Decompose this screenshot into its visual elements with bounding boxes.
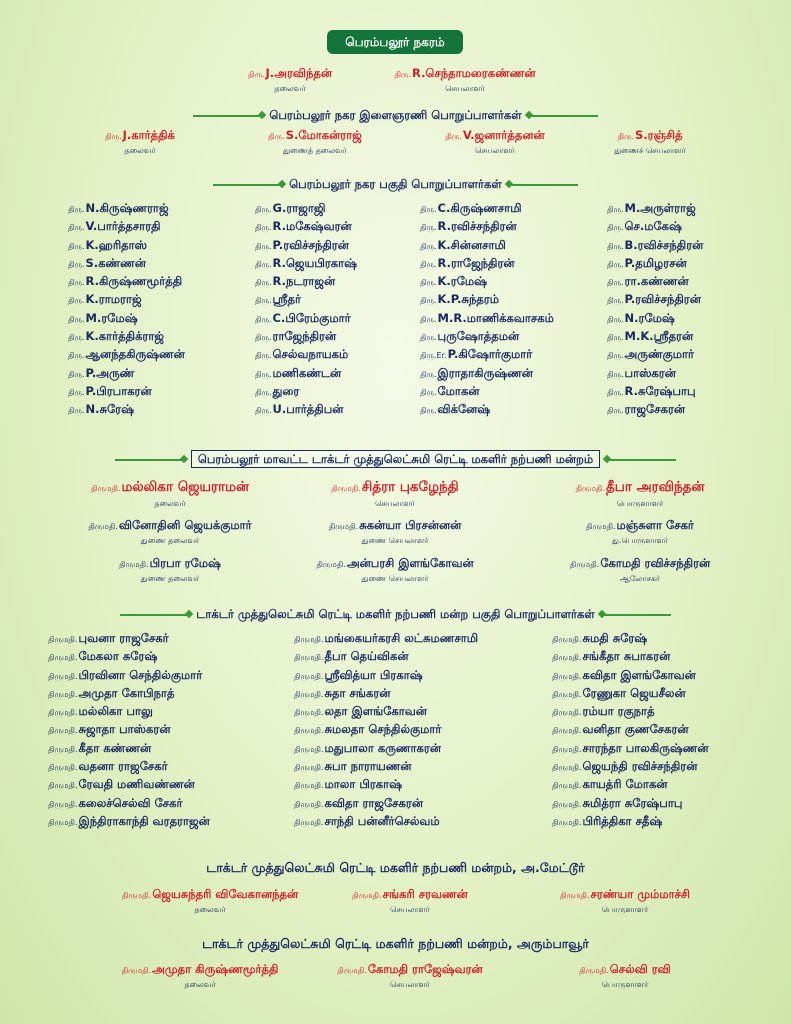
district-treasurer: [530, 479, 750, 509]
list-item: திருமதி.அமுதா கோபிநாத்: [48, 685, 175, 700]
list-item: திரு.R.கிருஷ்ணமூர்த்தி: [68, 274, 183, 289]
youth-vice-president: [240, 128, 390, 156]
district-president: [40, 479, 300, 509]
amettur-treasurer: [520, 887, 730, 915]
section-title: பெரம்பலூர் நகர பகுதி பொறுப்பாளர்கள்: [289, 177, 502, 191]
district-vice-president-2: [40, 556, 300, 584]
person-name: மல்லிகா ஜெயராமன்: [121, 479, 250, 495]
amettur-section-header: டாக்டர் முத்துலெட்சுமி ரெட்டி மகளிர் நற்பணி மன்றம், அ.மேட்டூர்: [206, 860, 585, 875]
list-item: திருமதி.வனிதா குணசேகரன்: [552, 722, 689, 737]
list-item: திருமதி.மங்கையர்கரசி லட்சுமணசாமி: [294, 631, 479, 645]
list-item: திருமதி.சுமலதா செந்தில்குமார்: [294, 722, 442, 737]
list-item: திருமதி.சாரந்தா பாலகிருஷ்ணன்: [552, 740, 709, 755]
name-prefix: திரு.: [248, 70, 265, 79]
person-name: பிரபா ரமேஷ்: [149, 556, 221, 570]
list-item: திரு.K.சின்னசாமி: [420, 237, 506, 252]
list-item: திருமதி.சாந்தி பன்னீர்செல்வம்: [294, 813, 440, 828]
list-item: திரு.துரை: [255, 383, 300, 398]
person-name: J.அரவிந்தன்: [265, 66, 332, 80]
person-role: தலைவர்: [154, 499, 186, 508]
city-badge: பெரம்பலூர் நகரம்: [327, 30, 463, 54]
list-item: திரு.R.ராஜேந்திரன்: [420, 255, 515, 270]
arumbavur-president: [90, 962, 310, 990]
list-item: திரு.புருஷோத்தமன்: [420, 329, 520, 344]
divider: [528, 115, 598, 117]
person-name: V.ஜனார்த்தனன்: [462, 128, 545, 142]
list-item: திரு.ராஜசேகரன்: [607, 402, 686, 417]
divider: [115, 459, 185, 461]
list-item: திரு.அருண்குமார்: [607, 347, 695, 362]
list-item: திருமதி.மேகலா சுரேஷ்: [48, 649, 158, 664]
name-prefix: திருமதி.: [337, 966, 367, 975]
person-name: R.செந்தாமரைகண்ணன்: [412, 66, 536, 80]
person-name: S.மோகன்ராஜ்: [285, 128, 362, 142]
list-item: திரு.ராஜேந்திரன்: [255, 329, 337, 344]
name-prefix: திருமதி.: [90, 484, 121, 493]
list-item: திருமதி.பிரவினா செந்தில்குமார்: [48, 667, 203, 682]
name-prefix: திருமதி.: [586, 522, 616, 531]
list-item: திருமதி.லதா இளங்கோவன்: [294, 704, 427, 719]
district-joint-treasurer: [530, 518, 750, 546]
list-item: திரு.ஸ்ரீதர்: [255, 292, 301, 307]
person-role: பொருளாளர்: [616, 499, 664, 508]
person-role: பொருளாளர்: [601, 980, 649, 989]
name-prefix: திருமதி.: [579, 966, 609, 975]
person-role: துணைச் செயலாளர்: [614, 146, 686, 155]
list-item: திரு.K.ஹரிதாஸ்: [68, 237, 148, 252]
person-role: பொருளாளர்: [601, 905, 649, 914]
list-item: திரு.V.பார்த்தசாரதி: [68, 219, 161, 234]
divider: [193, 115, 263, 117]
youth-joint-secretary: [575, 128, 725, 156]
person-name: வினோதினி ஜெயக்குமார்: [118, 518, 252, 532]
list-item: திரு.K.ரமேஷ்: [420, 274, 488, 289]
list-item: திரு.G.ராஜாஜி: [255, 201, 326, 215]
list-item: திரு.C.பிரேம்குமார்: [255, 310, 351, 325]
person-role: து.பொருளாளர்: [611, 536, 669, 545]
list-item: திருமதி.சங்கீதா சுபாகரன்: [552, 649, 671, 664]
list-item: திரு.P.ரவிச்சந்திரன்: [607, 292, 701, 307]
person-name: கோமதி ரவிச்சந்திரன்: [600, 556, 711, 570]
list-item: திரு.P.பிரபாகரன்: [68, 383, 152, 398]
list-item: திரு.R.ரவிச்சந்திரன்: [420, 219, 517, 234]
list-item: திரு.மோகன்: [420, 383, 480, 398]
list-item: திரு.R.மகேஷ்வரன்: [255, 219, 352, 234]
list-item: திரு.பாஸ்கரன்: [607, 365, 676, 380]
list-item: திரு.M.அருள்ராஜ்: [607, 201, 696, 215]
list-item: திரு.N.சுரேஷ்: [68, 402, 134, 417]
person-role: துணை செயலாளர்: [361, 574, 429, 583]
divider: [508, 184, 578, 186]
district-section-header: [0, 452, 791, 468]
person-role: செயலாளர்: [390, 905, 430, 914]
name-prefix: திருமதி.: [575, 484, 606, 493]
person-role: செயலாளர்: [375, 499, 415, 508]
name-prefix: திருமதி.: [121, 966, 152, 975]
list-item: திருமதி.பிரித்திகா சதீஷ்: [552, 813, 663, 828]
name-prefix: திருமதி.: [352, 891, 382, 900]
youth-section-header: [0, 108, 791, 124]
list-item: திரு.R.நடராஜன்: [255, 274, 336, 289]
list-item: திரு.M.R.மாணிக்கவாசகம்: [420, 310, 554, 325]
women-column-3: [552, 629, 709, 830]
list-item: திருமதி.ஸ்ரீவித்யா பிரகாஷ்: [294, 667, 423, 682]
list-item: திரு.S.கண்ணன்: [68, 255, 146, 270]
divider: [606, 459, 676, 461]
person-role: துணைத் தலைவர்: [283, 146, 347, 155]
list-item: திருமதி.கலைச்செல்வி சேகர்: [48, 795, 183, 810]
section-title: டாக்டர் முத்துலெட்சுமி ரெட்டி மகளிர் நற்பணி மன்ற பகுதி பொறுப்பாளர்கள்: [196, 607, 595, 621]
person-role: துணை தலைவர்: [140, 536, 200, 545]
name-prefix: திருமதி.: [119, 560, 149, 569]
name-prefix: திருமதி.: [316, 560, 346, 569]
area-column-4: [607, 199, 703, 419]
list-item: திருமதி.மல்லிகா பாலு: [48, 704, 153, 719]
district-advisor: [530, 556, 750, 584]
list-item: திருமதி.கீதா கண்ணன்: [48, 740, 152, 755]
list-item: திருமதி.புவனா ராஜசேகர்: [48, 631, 169, 645]
name-prefix: திருமதி.: [88, 522, 118, 531]
person-role: துணை தலைவர்: [140, 574, 200, 583]
list-item: திரு.P.ரவிச்சந்திரன்: [255, 237, 349, 252]
list-item: திரு.K.கார்த்திக்ராஜ்: [68, 329, 164, 344]
arumbavur-treasurer: [540, 962, 710, 990]
person-role: தலைவர்: [124, 146, 156, 155]
list-item: திரு.U.பார்த்திபன்: [255, 402, 344, 417]
person-role: செயலாளர்: [390, 980, 430, 989]
list-item: திருமதி.ஜெயந்தி ரவிச்சந்திரன்: [552, 759, 698, 774]
person-role: ஆலோசகர்: [619, 574, 661, 583]
list-item: திருமதி.மாலா பிரகாஷ்: [294, 777, 403, 792]
list-item: திருமதி.கவிதா இளங்கோவன்: [552, 667, 696, 682]
list-item: திருமதி.மதுபாலா கருணாகரன்: [294, 740, 441, 755]
list-item: திருமதி.ரேவதி மணிவண்ணன்: [48, 777, 195, 792]
list-item: திரு.செல்வநாயகம்: [255, 347, 349, 362]
divider: [120, 614, 190, 616]
section-title: பெரம்பலூர் நகர இளைஞரணி பொறுப்பாளர்கள்: [269, 108, 522, 122]
list-item: திரு.R.சுரேஷ்பாபு: [607, 383, 696, 398]
list-item: திரு.P.தமிழரசன்: [607, 255, 687, 270]
person-role: தலைவர்: [184, 980, 216, 989]
list-item: திரு.ரா.கண்ணன்: [607, 274, 689, 289]
youth-secretary: [420, 128, 570, 156]
district-joint-secretary-2: [285, 556, 505, 584]
name-prefix: திருமதி.: [560, 891, 590, 900]
name-prefix: திருமதி.: [331, 484, 361, 493]
area-column-2: [255, 199, 357, 419]
list-item: திரு.விக்னேஷ்: [420, 402, 491, 417]
name-prefix: திருமதி.: [569, 560, 600, 569]
list-item: திருமதி.இந்திராகாந்தி வரதராஜன்: [48, 813, 210, 828]
name-prefix: திரு.: [617, 132, 635, 141]
arumbavur-section-header: டாக்டர் முத்துலெட்சுமி ரெட்டி மகளிர் நற்பணி மன்றம், அரும்பாவூர்: [202, 936, 589, 951]
district-secretary: [285, 479, 505, 509]
women-area-section-header: [0, 607, 791, 623]
list-item: திருமதி.சுதா சங்கரன்: [294, 685, 391, 700]
person-name: மஞ்சுளா சேகர்: [616, 518, 694, 532]
list-item: திருமதி.சுமித்ரா சுரேஷ்பாபு: [552, 795, 683, 810]
amettur-president: [90, 887, 330, 915]
person-role: செயலாளர்: [445, 84, 485, 93]
list-item: திருமதி.சுபா நாராயணன்: [294, 759, 412, 774]
list-item: திரு.செ.மகேஷ்: [607, 219, 682, 234]
women-column-2: [294, 629, 478, 830]
list-item: திரு.P.அருண்: [68, 365, 135, 380]
district-joint-secretary-1: [285, 518, 505, 546]
person-name: J.கார்த்திக்: [122, 128, 175, 142]
person-role: செயலாளர்: [475, 146, 515, 155]
list-item: திரு.ஆனந்தகிருஷ்ணன்: [68, 347, 185, 362]
list-item: திரு.M.K.ஸ்ரீதரன்: [607, 329, 694, 344]
list-item: திரு.R.ஜெயபிரகாஷ்: [255, 255, 358, 270]
name-prefix: திருமதி.: [328, 522, 359, 531]
person-name: கோமதி ராஜேஷ்வரன்: [367, 962, 483, 976]
area-column-1: [68, 199, 185, 419]
women-column-1: [48, 629, 210, 830]
area-section-header: [0, 177, 791, 193]
name-prefix: திரு.: [445, 132, 462, 141]
person-role: துணை செயலாளர்: [361, 536, 429, 545]
list-item: திருமதி.ரம்யா ரகுநாத்: [552, 704, 655, 719]
list-item: திருமதி.தீபா தெய்விகன்: [294, 649, 409, 664]
list-item: திருமதி.சுஜாதா பாஸ்கரன்: [48, 722, 171, 737]
name-prefix: திரு.: [105, 132, 122, 141]
person-role: தலைவர்: [274, 84, 306, 93]
city-secretary: [350, 66, 580, 94]
list-item: திரு.B.ரவிச்சந்திரன்: [607, 237, 704, 252]
list-item: திரு.N.கிருஷ்ணராஜ்: [68, 201, 169, 215]
person-name: தீபா அரவிந்தன்: [606, 479, 705, 495]
person-name: செல்வி ரவி: [609, 962, 671, 976]
person-name: சங்கரி சரவணன்: [382, 887, 468, 901]
person-name: அன்பரசி இளங்கோவன்: [346, 556, 474, 570]
divider: [213, 184, 283, 186]
person-name: S.ரஞ்சித்: [635, 128, 683, 142]
list-item: திரு.N.ரமேஷ்: [607, 310, 675, 325]
amettur-secretary: [320, 887, 500, 915]
list-item: திருமதி.வதனா ராஜசேகர்: [48, 759, 168, 774]
list-item: திரு.Er.P.கிஷோர்குமார்: [420, 347, 533, 362]
list-item: திருமதி.காயத்ரி மோகன்: [552, 777, 668, 792]
list-item: திரு.மணிகண்டன்: [255, 365, 342, 380]
list-item: திரு.C.கிருஷ்ணசாமி: [420, 201, 522, 215]
name-prefix: திருமதி.: [121, 891, 152, 900]
list-item: திருமதி.சுமதி சுரேஷ்: [552, 631, 648, 645]
person-role: தலைவர்: [194, 905, 226, 914]
list-item: திரு.இராதாகிருஷ்ணன்: [420, 365, 533, 380]
district-vice-president-1: [40, 518, 300, 546]
person-name: ஜெயசுந்தரி விவேகானந்தன்: [152, 887, 299, 901]
person-name: சுகன்யா பிரசன்னன்: [359, 518, 462, 532]
person-name: சரண்யா மும்மாச்சி: [590, 887, 690, 901]
list-item: திரு.M.ரமேஷ்: [68, 310, 138, 325]
area-column-3: [420, 199, 554, 419]
section-title: பெரம்பலூர் மாவட்ட டாக்டர் முத்துலெட்சுமி ரெட்டி மகளிர் நற்பணி மன்றம்: [191, 450, 600, 468]
youth-president: [65, 128, 215, 156]
person-name: சித்ரா புகழேந்தி: [361, 479, 459, 495]
divider: [601, 614, 671, 616]
list-item: திருமதி.கவிதா ராஜசேகரன்: [294, 795, 423, 810]
name-prefix: திரு.: [268, 132, 285, 141]
list-item: திருமதி.ரேணுகா ஜெயசீலன்: [552, 685, 686, 700]
person-name: அமுதா கிருஷ்ணமூர்த்தி: [152, 962, 279, 976]
name-prefix: திரு.: [394, 70, 411, 79]
arumbavur-secretary: [310, 962, 510, 990]
list-item: திரு.K.P.சுந்தரம்: [420, 292, 500, 307]
list-item: திரு.K.ராமராஜ்: [68, 292, 142, 307]
